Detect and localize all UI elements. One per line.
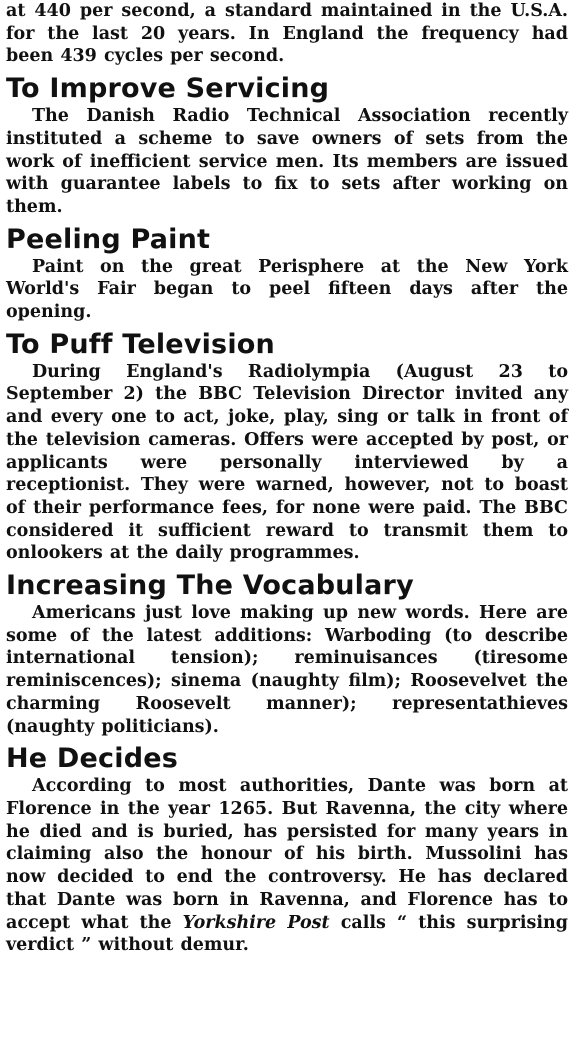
intro-paragraph: at 440 per second, a standard maintained in the U.S.A. for the last 20 years. In England the frequency had been 439 cycles per second.: [6, 1, 568, 67]
heading-improve-servicing: To Improve Servicing: [6, 73, 330, 105]
body-increasing-vocabulary: Americans just love making up new words. Here are some of the latest additions: Warboding (to describe international tension); reminuisances (tiresome reminiscences); sinema (naughty film); Roosevelvet the charming Roosevelt manner); representathieves (naughty politicians).: [6, 603, 568, 737]
heading-he-decides: He Decides: [6, 743, 179, 775]
body-peeling-paint: Paint on the great Perisphere at the New York World's Fair began to peel fifteen days after the opening.: [6, 256, 568, 323]
heading-increasing-vocabulary: Increasing The Vocabulary: [6, 570, 414, 602]
heading-peeling-paint: Peeling Paint: [6, 223, 211, 255]
body-he-decides-part-1: According to most authorities, Dante was born at Florence in the year 1265. But Ravenna, the city where he died and is buried, has persisted for many years in claiming also the honour of his birth. Mussolini has now decided to end the controversy. He has declared that Dante was born in Ravenna, and Florence has to accept what the: [6, 776, 568, 933]
body-he-decides: [6, 775, 568, 957]
body-improve-servicing: The Danish Radio Technical Association recently instituted a scheme to save owners of sets from the work of inefficient service men. Its members are issued with guarantee labels to fix to sets after working on them.: [6, 106, 568, 217]
body-puff-television: During England's Radiolympia (August 23 to September 2) the BBC Television Director invited any and every one to act, joke, play, sing or talk in front of the television cameras. Offers were accepted by post, or applicants were personally interviewed by a receptionist. They were warned, however, not to boast of their performance fees, for none were paid. The BBC considered it sufficient reward to transmit them to onlookers at the daily programmes.: [6, 361, 568, 564]
body-he-decides-part-2: calls “ this surprising verdict ” without demur.: [6, 912, 568, 956]
publication-name: Yorkshire Post: [182, 912, 330, 933]
heading-puff-television: To Puff Television: [6, 328, 275, 360]
